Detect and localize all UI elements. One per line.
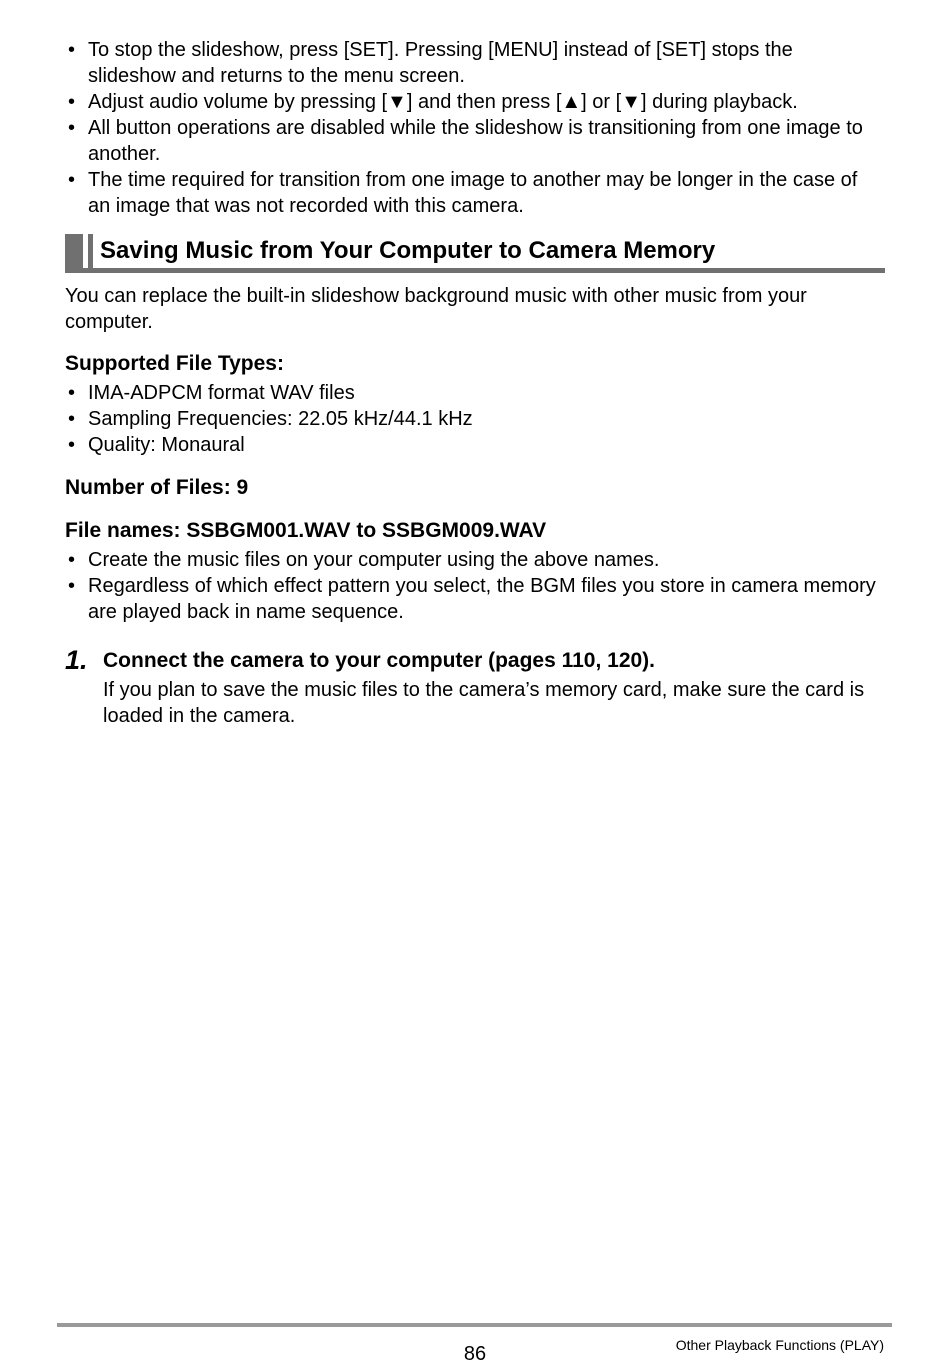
supported-file-types-list [65,380,885,458]
heading-underline [65,268,885,273]
footer-rule [57,1323,892,1327]
slideshow-notes-list [65,37,885,219]
list-item: • Sampling Frequencies: 22.05 kHz/44.1 kHz [65,406,885,432]
supported-file-types-heading: Supported File Types: [65,352,284,375]
page-number: 86 [463,1343,487,1365]
list-item: • IMA-ADPCM format WAV files [65,380,885,406]
section-heading [65,234,885,274]
list-item: • To stop the slideshow, press [SET]. Pressing [MENU] instead of [SET] stops the slideshow and returns to the menu screen. [65,37,885,89]
list-item: • Create the music files on your computer using the above names. [65,547,885,573]
number-of-files-heading: Number of Files: 9 [65,476,249,499]
heading-bar-marker-thin [88,234,93,271]
list-item: • Regardless of which effect pattern you select, the BGM files you store in camera memory are played back in name sequence. [65,573,885,625]
section-intro: You can replace the built-in slideshow background music with other music from your computer. [65,285,807,333]
file-names-heading: File names: SSBGM001.WAV to SSBGM009.WAV [65,519,547,542]
list-item: • Adjust audio volume by pressing [▼] and then press [▲] or [▼] during playback. [65,89,885,115]
file-names-list [65,547,885,625]
list-item: • The time required for transition from one image to another may be longer in the case of an image that was not recorded with this camera. [65,167,885,219]
step-title: Connect the camera to your computer (pages 110, 120). [103,649,656,672]
section-title: Saving Music from Your Computer to Camera Memory [100,237,716,264]
step-number: 1. [65,645,88,675]
list-item: • All button operations are disabled while the slideshow is transitioning from one image to another. [65,115,885,167]
step-body: If you plan to save the music files to the camera’s memory card, make sure the card is loaded in the camera. [103,679,865,727]
footer-section-name: Other Playback Functions (PLAY) [675,1337,884,1353]
list-item: • Quality: Monaural [65,432,885,458]
heading-bar-marker [65,234,83,271]
